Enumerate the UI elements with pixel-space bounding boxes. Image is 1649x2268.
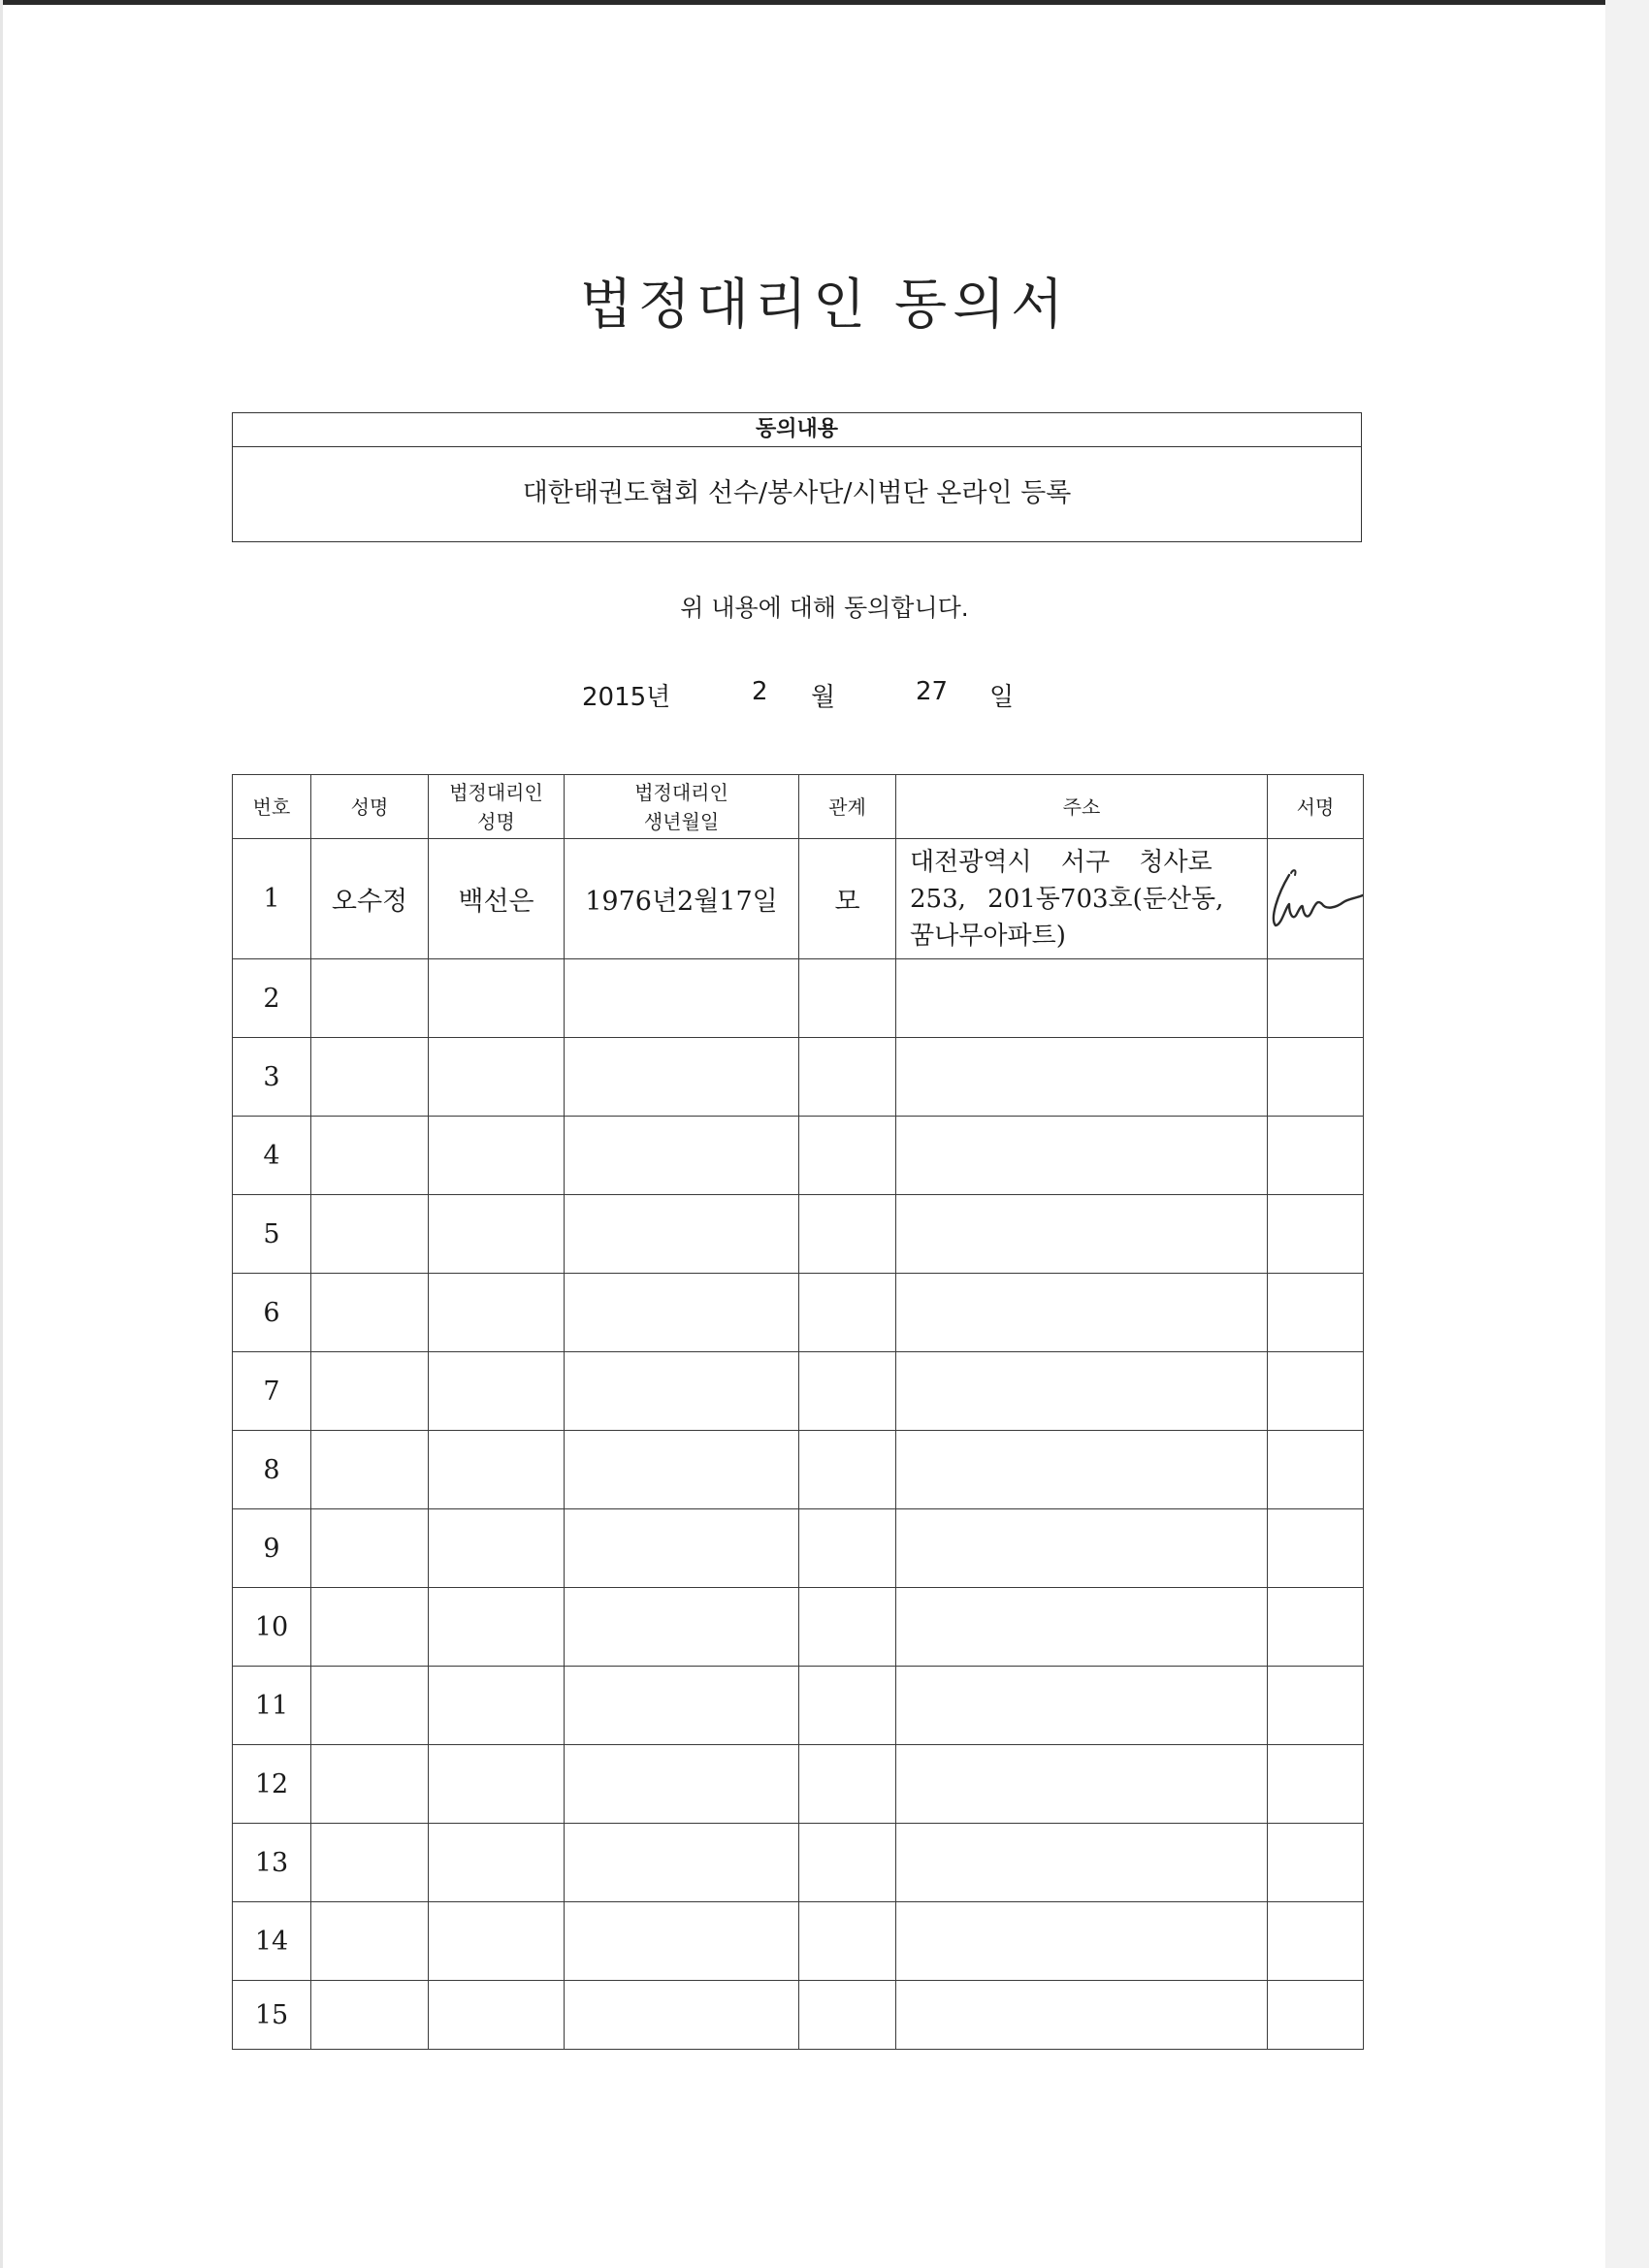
- date-day: 27: [916, 677, 949, 706]
- cell-name: 오수정: [311, 839, 429, 959]
- document-title: 법정대리인 동의서: [579, 274, 1070, 337]
- consent-content: 대한태권도협회 선수/봉사단/시범단 온라인 등록: [522, 478, 1072, 508]
- table-row: [233, 1038, 1364, 1117]
- table-row: [233, 959, 1364, 1038]
- date-month-unit: 월: [811, 683, 836, 712]
- table-row: [233, 1117, 1364, 1195]
- cell-number: 11: [233, 1667, 311, 1745]
- header-guardian-name: 법정대리인 성명: [429, 775, 565, 839]
- table-row: [233, 1352, 1364, 1431]
- address-line: 대전광역시 서구 청사로: [910, 847, 1212, 877]
- cell-guardian-birth: 1976년2월17일: [565, 839, 799, 959]
- cell-number: 5: [233, 1195, 311, 1274]
- cell-number: 8: [233, 1431, 311, 1509]
- table-row: [233, 1274, 1364, 1352]
- cell-signature: [1268, 839, 1364, 959]
- address-line: 꿈나무아파트): [910, 921, 1066, 951]
- header-signature: 서명: [1268, 775, 1364, 839]
- cell-number: 9: [233, 1509, 311, 1588]
- table-row: [233, 1431, 1364, 1509]
- table-row: [233, 1824, 1364, 1902]
- scan-edge-left: [0, 0, 3, 2268]
- table-row: [233, 1902, 1364, 1981]
- date-month: 2: [752, 677, 768, 706]
- cell-address: [896, 839, 1268, 959]
- table-row: [233, 1667, 1364, 1745]
- cell-guardian-name: 백선은: [429, 839, 565, 959]
- cell-relation: 모: [799, 839, 896, 959]
- table-row: [233, 1745, 1364, 1824]
- consent-header: 동의내용: [233, 413, 1361, 447]
- cell-number: 13: [233, 1824, 311, 1902]
- consent-box: [232, 412, 1362, 542]
- guardian-consent-table: [232, 774, 1364, 2050]
- agreement-text: 위 내용에 대해 동의합니다.: [680, 594, 969, 622]
- header-guardian-birth: 법정대리인 생년월일: [565, 775, 799, 839]
- header-relation: 관계: [799, 775, 896, 839]
- cell-number: 7: [233, 1352, 311, 1431]
- table-row: [233, 1195, 1364, 1274]
- cell-number: 2: [233, 959, 311, 1038]
- cell-number: 14: [233, 1902, 311, 1981]
- table-row: [233, 1981, 1364, 2050]
- table-row: [233, 839, 1364, 959]
- scan-edge-top: [0, 0, 1649, 5]
- cell-number: 1: [233, 839, 311, 959]
- cell-number: 6: [233, 1274, 311, 1352]
- cell-number: 15: [233, 1981, 311, 2050]
- address-line: 253, 201동703호(둔산동,: [910, 884, 1224, 914]
- cell-number: 3: [233, 1038, 311, 1117]
- scan-edge-right: [1605, 0, 1649, 2268]
- header-name: 성명: [311, 775, 429, 839]
- cell-number: 4: [233, 1117, 311, 1195]
- handwritten-signature: [1268, 865, 1364, 933]
- header-address: 주소: [896, 775, 1268, 839]
- table-header-row: [233, 775, 1364, 839]
- table-row: [233, 1588, 1364, 1667]
- header-number: 번호: [233, 775, 311, 839]
- cell-number: 12: [233, 1745, 311, 1824]
- date-year: 2015년: [582, 683, 671, 712]
- table-row: [233, 1509, 1364, 1588]
- date-day-unit: 일: [989, 683, 1015, 712]
- cell-number: 10: [233, 1588, 311, 1667]
